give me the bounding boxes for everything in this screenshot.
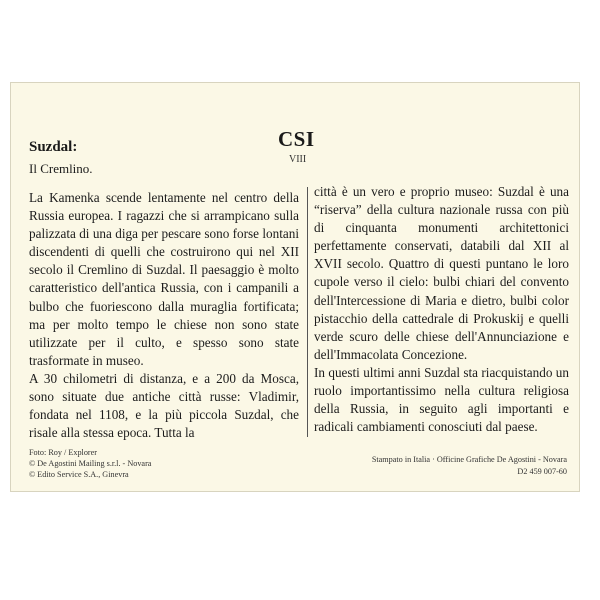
product-code: D2 459 007-60 [517, 467, 567, 476]
text-column-right [314, 183, 569, 436]
credit-line: © De Agostini Mailing s.r.l. - Novara [29, 459, 152, 468]
photo-credits [29, 447, 151, 480]
column-divider [307, 187, 308, 437]
place-subtitle: Il Cremlino. [29, 161, 93, 176]
series-title: CSI [278, 127, 315, 151]
paragraph: In questi ultimi anni Suzdal sta riacquistando un ruolo importantissimo nella cultura religiosa della Russia, in seguito agli importanti e radicali cambiamenti conosciuti dal paese. [314, 364, 569, 435]
text-column-left [29, 189, 299, 442]
place-heading: Suzdal: [29, 139, 78, 155]
paragraph: La Kamenka scende lentamente nel centro della Russia europea. I ragazzi che si arrampicano sulla palizzata di una diga per pescare sono forse lontani discendenti di quelli che costruirono qui nel XII secolo il Cremlino di Suzdal. Il paesaggio è molto caratteristico dell'antica Russia, con i campanili a bulbo che fuoriescono dalla muraglia fortificata; ma per molto tempo le chiese non sono state utilizzate per il culto, e spesso sono state trasformate in museo. [29, 190, 299, 368]
paragraph: A 30 chilometri di distanza, e a 200 da Mosca, sono situate due antiche città russe: Vladimir, fondata nel 1108, e la più piccola Suzdal, che risale alla stessa epoca. Tutta la [29, 370, 299, 441]
paragraph: città è un vero e proprio museo: Suzdal è una “riserva” della cultura nazionale russa con più di cinquanta monumenti architettonici perfettamente conservati, databili dal XII al XVII secolo. Quattro di questi puntano le loro cupole verso il cielo: bulbi chiari del convento dell'Intercessione di Maria e dietro, bulbi color pistacchio della cattedrale di Prokuskij e quelli verde scuro delle chiese dell'Annunciazione e dell'Immacolata Concezione. [314, 184, 569, 362]
info-card [10, 82, 580, 492]
printer-line: Stampato in Italia · Officine Grafiche De Agostini - Novara [371, 455, 567, 464]
credit-line: Foto: Roy / Explorer [29, 448, 97, 457]
volume-number: VIII [289, 154, 307, 165]
credit-line: © Edito Service S.A., Ginevra [29, 470, 129, 479]
printer-info [372, 454, 567, 478]
